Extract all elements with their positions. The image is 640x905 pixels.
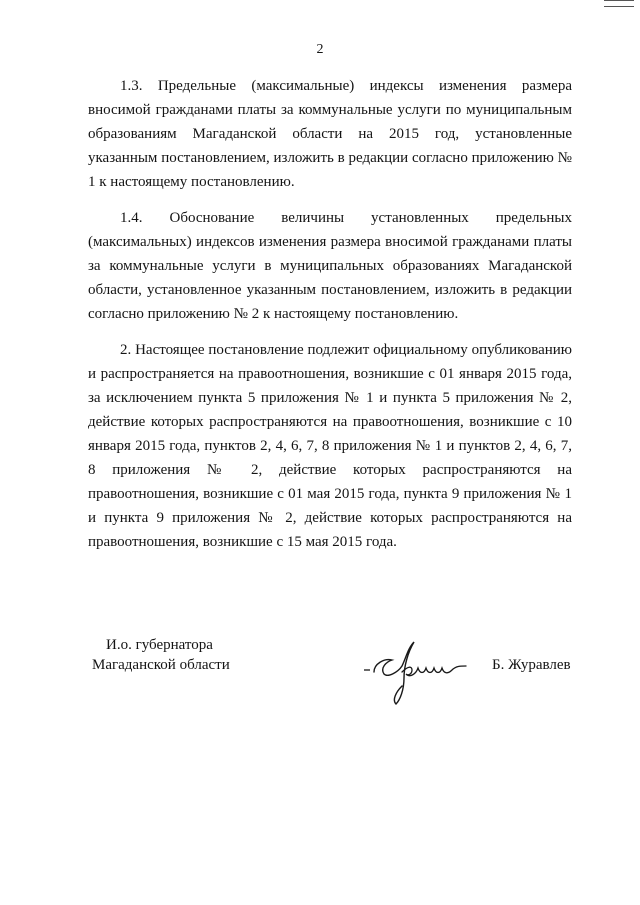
signatory-name: Б. Журавлев (492, 657, 571, 673)
signatory-position (92, 635, 230, 675)
position-line-2: Магаданской области (92, 657, 230, 673)
position-line-1: И.о. губернатора (106, 637, 213, 653)
handwritten-signature (362, 636, 472, 708)
paragraph-1-3 (88, 74, 572, 194)
paragraph-2 (88, 338, 572, 554)
corner-mark (604, 0, 634, 7)
paragraph-text: 2. Настоящее постановление подлежит официальному опубликованию и распространяется на правоотношения, возникшие с 01 января 2015 года, за исключением пункта 5 приложения № 1 и пункта 5 приложения № 2, действие которых распространяются на правоотношения, возникшие с 10 января 2015 года, пунктов 2, 4, 6, 7, 8 приложения № 1 и пунктов 2, 4, 6, 7, 8 приложения № 2, действие которых распространяются на правоотношения, возникшие с 01 мая 2015 года, пункта 9 приложения № 1 и пункта 9 приложения № 2, действие которых распространяются на правоотношения, возникшие с 15 мая 2015 года. (88, 342, 572, 550)
paragraph-1-4 (88, 206, 572, 326)
paragraph-text: 1.3. Предельные (максимальные) индексы изменения размера вносимой гражданами платы за коммунальные услуги по муниципальным образованиям Магаданской области на 2015 год, установленные указанным постановлением, изложить в редакции согласно приложению № 1 к настоящему постановлению. (88, 78, 572, 190)
page-number: 2 (316, 42, 324, 57)
paragraph-text: 1.4. Обоснование величины установленных предельных (максимальных) индексов изменения размера вносимой гражданами платы за коммунальные услуги в муниципальных образованиях Магаданской области, установленное указанным постановлением, изложить в редакции согласно приложению № 2 к настоящему постановлению. (88, 210, 572, 322)
